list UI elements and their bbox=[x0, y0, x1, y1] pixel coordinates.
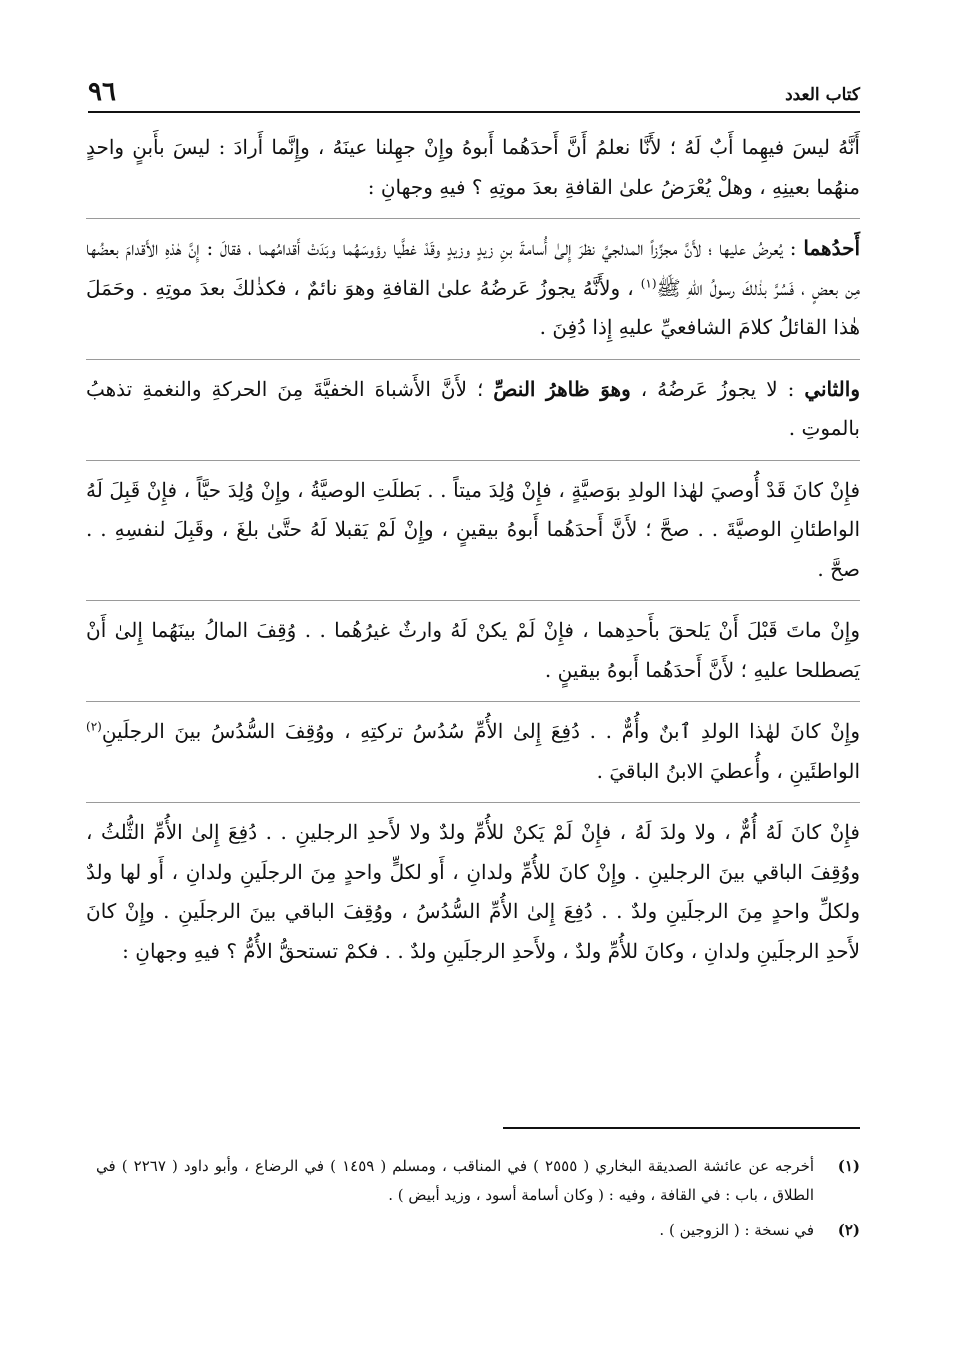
page-header bbox=[88, 78, 860, 106]
paragraph-4-text: فإِنْ كانَ قَدْ أُوصيَ لهٰذا الولدِ بوَصيَّةٍ ، فإِنْ وُلِدَ ميتاً . . بَطلَتِ الوصيَّةُ ، وإِنْ وُلِدَ حيَّاً ، فإِنْ قَبِلَ لَهُ الواطئانِ الوصيَّةَ . . صحَّ ؛ لأَنَّ أَحدَهُما أَبوهُ بيقينٍ ، وإِنْ لَمْ يَقبلا لَهُ حتَّىٰ بلغَ ، وقَبِلَ لنفسِهِ . . صحَّ . bbox=[86, 477, 860, 581]
footnote-mark-1[interactable]: (١) bbox=[640, 275, 657, 290]
paragraph-2 bbox=[86, 219, 860, 360]
footnote-1-number: (١) bbox=[837, 1157, 860, 1175]
paragraph-1-text: أَنَّهُ ليسَ فيهِما أَبٌ لَهُ ؛ لأَنَّا نعلمُ أَنَّ أَحدَهُما أَبوهُ وإِنْ جهِلنا عينَهُ ، وإِنَّما أَرادَ : ليسَ بأَبنٍ واحدٍ منهُما بعينِهِ ، وهلْ يُعْرَضُ علىٰ القافةِ بعدَ موتِهِ ؟ فيهِ وجهانِ : bbox=[86, 135, 860, 199]
footnote-mark-2[interactable]: (٢) bbox=[86, 719, 102, 734]
paragraph-3-tail: ؛ لأَنَّ الأَشباهَ الخفيَّةَ مِنَ الحركةِ والنغمةِ تذهبُ بالموتِ . bbox=[86, 376, 860, 440]
footnote-1-text: أخرجه عن عائشة الصديقة البخاري ( ٢٥٥٥ ) في المناقب ، ومسلم ( ١٤٥٩ ) في الرضاع ، وأبو داود ( ٢٢٦٧ ) في الطلاق ، باب : في القافة ، وفيه : ( وكان أسامة أسود ، وزيد أبيض ) . bbox=[96, 1157, 815, 1204]
paragraph-7 bbox=[86, 803, 860, 982]
paragraph-6-tail: الواطئَينِ ، وأُعطيَ الابنُ الباقيَ . bbox=[596, 758, 860, 783]
running-title: كتاب العدد bbox=[785, 85, 860, 105]
paragraph-2-lead: أَحدُهما bbox=[803, 236, 860, 260]
paragraph-3-bold-phrase: وهوَ ظاهرُ النصِّ bbox=[493, 376, 631, 401]
paragraph-5-text: وإِنْ ماتَ قَبْلَ أَنْ يَلحقَ بأَحدِهما ، فإِنْ لَمْ يكنْ لَهُ وارثٌ غيرُهُما . . وُقِفَ المالُ بينَهُما إِلىٰ أَنْ يَصطلحا عليهِ ؛ لأَنَّ أَحدَهُما أَبوهُ بيقينٍ . bbox=[86, 618, 860, 682]
paragraph-3 bbox=[86, 360, 860, 461]
paragraph-6-text: وإِنْ كانَ لهٰذا الولدِ ٱبنٌ وأُمٌّ . . دُفِعَ إِلىٰ الأُمِّ سُدُسُ تركتِهِ ، ووُقِفَ السُّدُسُ بينَ الرجلَينِ bbox=[101, 719, 860, 743]
paragraph-4 bbox=[86, 461, 860, 602]
paragraph-6 bbox=[86, 702, 860, 803]
paragraph-2-tail: ، ولأَنَّهُ يجوزُ عَرضُهُ علىٰ القافةِ وهوَ نائمٌ ، فكذٰلكَ بعدَ موتِهِ . وحَمَلَ هٰذا القائلُ كلامَ الشافعيِّ عليهِ إِذا دُفِنَ . bbox=[86, 275, 860, 339]
main-text bbox=[86, 118, 860, 982]
footnote-2-number: (٢) bbox=[837, 1221, 860, 1239]
footnote-separator bbox=[503, 1127, 860, 1129]
paragraph-1 bbox=[86, 118, 860, 219]
footnotes bbox=[96, 1152, 860, 1251]
page-number: ٩٦ bbox=[88, 77, 116, 107]
paragraph-3-lead: والثاني bbox=[804, 376, 860, 401]
footnote-2-text: في نسخة : ( الزوجين ) . bbox=[659, 1221, 814, 1239]
footnote-2 bbox=[96, 1216, 860, 1245]
footnote-1 bbox=[96, 1152, 860, 1210]
paragraph-3-text: : لا يجوزُ عَرضُهُ ، bbox=[630, 376, 805, 401]
paragraph-7-text: فإِنْ كانَ لَهُ أُمٌّ ، ولا ولدَ لَهُ ، فإِنْ لَمْ يَكنْ للأُمِّ ولدٌ ولا لأَحدِ الرجلينِ . . دُفِعَ إِلىٰ الأُمِّ الثُّلثُ ، ووُقِفَ الباقي بينَ الرجلينِ . وإِنْ كانَ للأُمِّ ولدانِ ، أَو لكلٍّ واحدٍ مِنَ الرجلَينِ ولدانِ ، أَو لها ولدٌ ولكلِّ واحدٍ مِنَ الرجلَينِ ولدٌ . . دُفِعَ إِلىٰ الأُمِّ السُّدُسُ ، ووُقِفَ الباقي بينَ الرجلَينِ . وإِنْ كانَ لأَحدِ الرجلَينِ ولدانِ ، وكانَ للأُمِّ ولدٌ ، ولأَحدِ الرجلَينِ ولدٌ . . فكمْ تستحقُّ الأُمُّ ؟ فيهِ وجهانِ : bbox=[86, 820, 860, 963]
header-rule bbox=[88, 111, 860, 113]
paragraph-2-text: : يُعرضُ عليها ؛ لأَنَّ مجزِّزاً المدلجيَّ نظرَ إِلىٰ أُسامةَ بنِ زيدٍ وزيدٍ وقَدْ غطَّيا رؤوسَهُما وبَدَتْ أَقدامُهما ، فقالَ : إِنَّ هٰذهِ الأَقدامَ بعضُها مِن بعضٍ ، فَسُرَّ بذٰلكَ رسولُ اللهِ ﷺ bbox=[86, 236, 860, 300]
paragraph-5 bbox=[86, 601, 860, 702]
